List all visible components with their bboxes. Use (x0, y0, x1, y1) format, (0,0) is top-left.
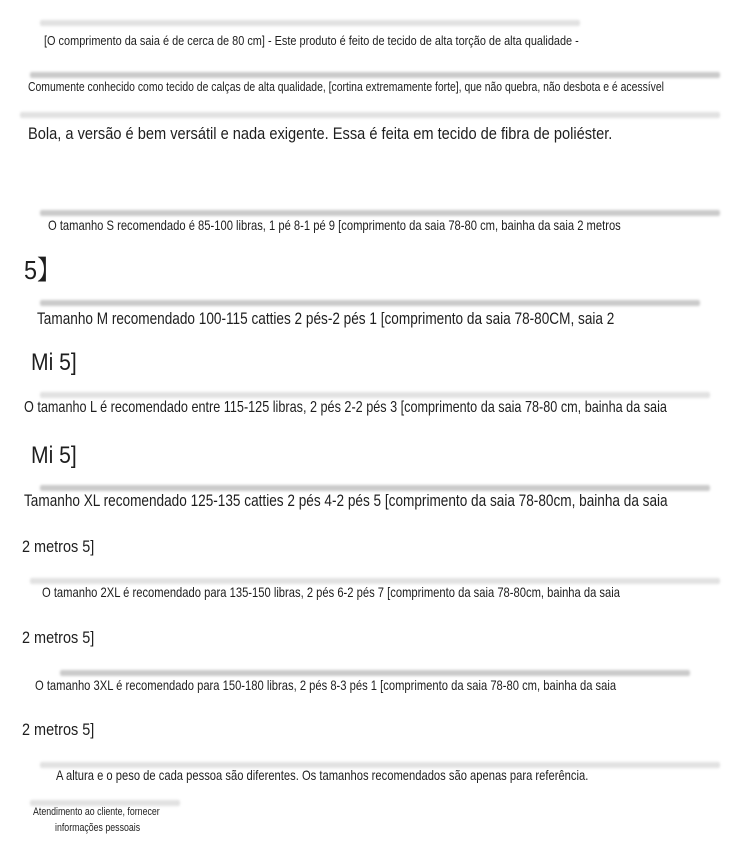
size-3xl-continuation: 2 metros 5] (22, 720, 95, 739)
size-l-continuation: Mi 5] (31, 442, 77, 469)
reference-note: A altura e o peso de cada pessoa são diferentes. Os tamanhos recomendados são apenas para referência. (56, 767, 589, 783)
show-through-stroke (40, 392, 710, 398)
show-through-stroke (60, 670, 690, 676)
intro-line-2: Comumente conhecido como tecido de calças de alta qualidade, [cortina extremamente forte], que não quebra, não desbota e é acessível (28, 79, 664, 94)
size-3xl-text: O tamanho 3XL é recomendado para 150-180 libras, 2 pés 8-3 pés 1 [comprimento da saia 78-80 cm, bainha da saia (35, 677, 617, 693)
customer-service-note-1: Atendimento ao cliente, fornecer (33, 806, 160, 818)
size-xl-continuation: 2 metros 5] (22, 537, 95, 556)
show-through-stroke (20, 112, 720, 118)
show-through-stroke (40, 210, 720, 216)
customer-service-note-2: informações pessoais (55, 822, 141, 834)
intro-line-3: Bola, a versão é bem versátil e nada exigente. Essa é feita em tecido de fibra de poliéster. (28, 124, 613, 143)
show-through-stroke (40, 20, 580, 26)
size-m-continuation: Mi 5] (31, 349, 77, 376)
show-through-stroke (30, 72, 720, 78)
size-2xl-text: O tamanho 2XL é recomendado para 135-150 libras, 2 pés 6-2 pés 7 [comprimento da saia 78-80cm, bainha da saia (42, 584, 620, 600)
size-s-continuation: 5】 (24, 255, 61, 285)
intro-line-1: [O comprimento da saia é de cerca de 80 cm] - Este produto é feito de tecido de alta torção de alta qualidade - (44, 33, 579, 48)
size-2xl-continuation: 2 metros 5] (22, 628, 95, 647)
size-s-text: O tamanho S recomendado é 85-100 libras, 1 pé 8-1 pé 9 [comprimento da saia 78-80 cm, bainha da saia 2 metros (48, 217, 621, 233)
show-through-stroke (40, 300, 700, 306)
size-l-text: O tamanho L é recomendado entre 115-125 libras, 2 pés 2-2 pés 3 [comprimento da saia 78-80 cm, bainha da saia (24, 399, 667, 416)
size-xl-text: Tamanho XL recomendado 125-135 catties 2 pés 4-2 pés 5 [comprimento da saia 78-80cm, bainha da saia (24, 491, 668, 510)
size-m-text: Tamanho M recomendado 100-115 catties 2 pés-2 pés 1 [comprimento da saia 78-80CM, saia 2 (37, 309, 615, 328)
